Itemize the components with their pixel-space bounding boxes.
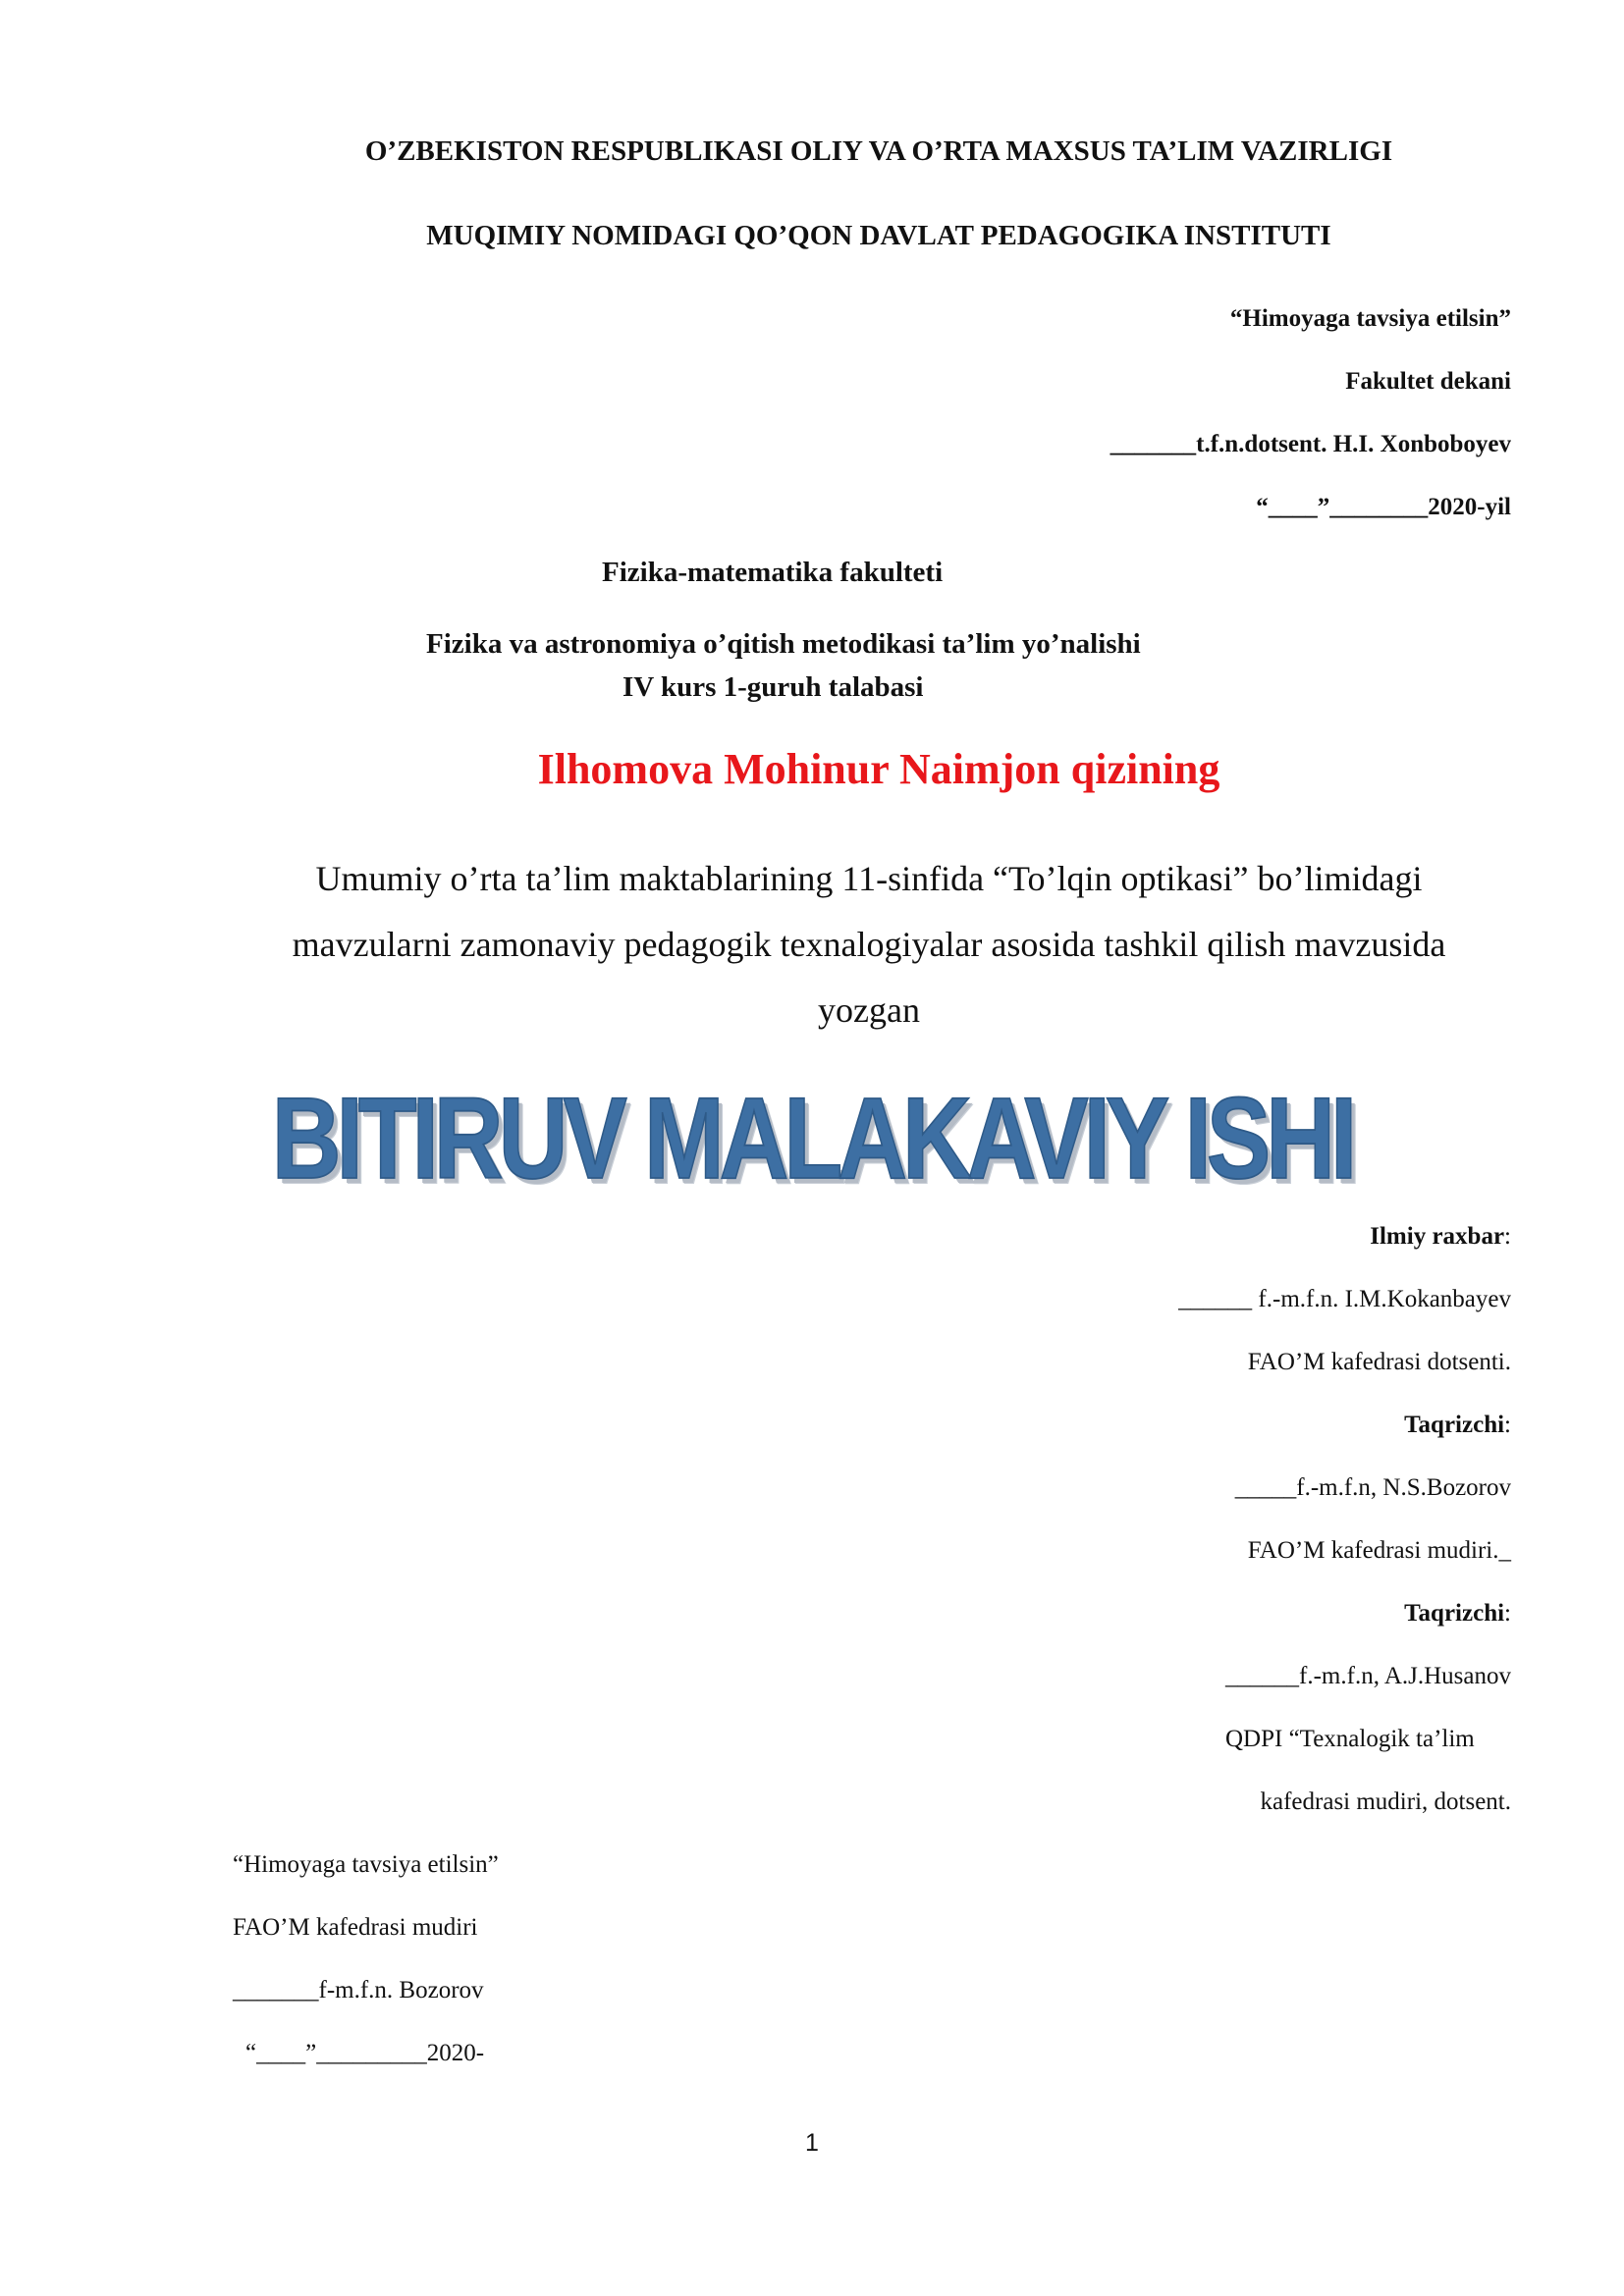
thesis-topic-line-1: Umumiy o’rta ta’lim maktablarining 11-sinfida “To’lqin optikasi” bo’limidagi [315, 859, 1423, 898]
reviewer-2-heading-colon: : [1504, 1600, 1511, 1627]
reviewer-1-heading [1404, 1412, 1511, 1439]
reviewer-1-heading-label: Taqrizchi [1404, 1412, 1505, 1438]
reviewer-1-heading-colon: : [1504, 1412, 1511, 1438]
supervisor-signature-line: ______ f.-m.f.n. I.M.Kokanbayev [1178, 1286, 1511, 1312]
reviewer-1-position: FAO’M kafedrasi mudiri._ [1247, 1537, 1511, 1564]
supervisor-heading [1370, 1223, 1511, 1251]
reviewer-2-signature-line: ______f.-m.f.n, A.J.Husanov [1225, 1663, 1511, 1689]
dean-signature-line: _______t.f.n.dotsent. H.I. Xonboboyev [1110, 431, 1511, 457]
course-group: IV kurs 1-guruh talabasi [623, 671, 924, 703]
department-recommend: “Himoyaga tavsiya etilsin” [233, 1851, 499, 1878]
dean-date: “____”________2020-yil [1256, 494, 1511, 520]
reviewer-1-signature-line: _____f.-m.f.n, N.S.Bozorov [1234, 1474, 1511, 1501]
institute-heading: MUQIMIY NOMIDAGI QO’QON DAVLAT PEDAGOGIKA INSTITUTI [426, 220, 1331, 251]
dean-position: Fakultet dekani [1345, 368, 1511, 395]
department-date: “____”_________2020- [245, 2040, 485, 2066]
thesis-topic-line-2: mavzularni zamonaviy pedagogik texnalogiyalar asosida tashkil qilish mavzusida [292, 925, 1446, 964]
department-position: FAO’M kafedrasi mudiri [233, 1914, 478, 1941]
thesis-topic-line-3: yozgan [818, 990, 920, 1030]
department-signature-line: _______f-m.f.n. Bozorov [233, 1977, 484, 2003]
reviewer-2-heading-label: Taqrizchi [1404, 1600, 1505, 1627]
supervisor-position: FAO’M kafedrasi dotsenti. [1247, 1349, 1511, 1375]
supervisor-heading-label: Ilmiy raxbar [1370, 1223, 1505, 1250]
supervisor-heading-colon: : [1504, 1223, 1511, 1250]
faculty-name: Fizika-matematika fakulteti [602, 557, 944, 588]
reviewer-2-position-line-2: kafedrasi mudiri, dotsent. [1260, 1789, 1511, 1815]
reviewer-2-heading [1404, 1600, 1511, 1628]
ministry-heading: O’ZBEKISTON RESPUBLIKASI OLIY VA O’RTA MAXSUS TA’LIM VAZIRLIGI [364, 135, 1393, 167]
page-number: 1 [805, 2129, 819, 2157]
document-title: BITIRUV MALAKAVIY ISHI [271, 1073, 1353, 1203]
student-name: Ilhomova Mohinur Naimjon qizining [537, 745, 1220, 793]
reviewer-2-position-line-1: QDPI “Texnalogik ta’lim [1225, 1726, 1475, 1752]
dean-recommend: “Himoyaga tavsiya etilsin” [1229, 305, 1511, 332]
study-direction: Fizika va astronomiya o’qitish metodikasi ta’lim yo’nalishi [426, 628, 1141, 660]
thesis-topic [216, 846, 1522, 1043]
